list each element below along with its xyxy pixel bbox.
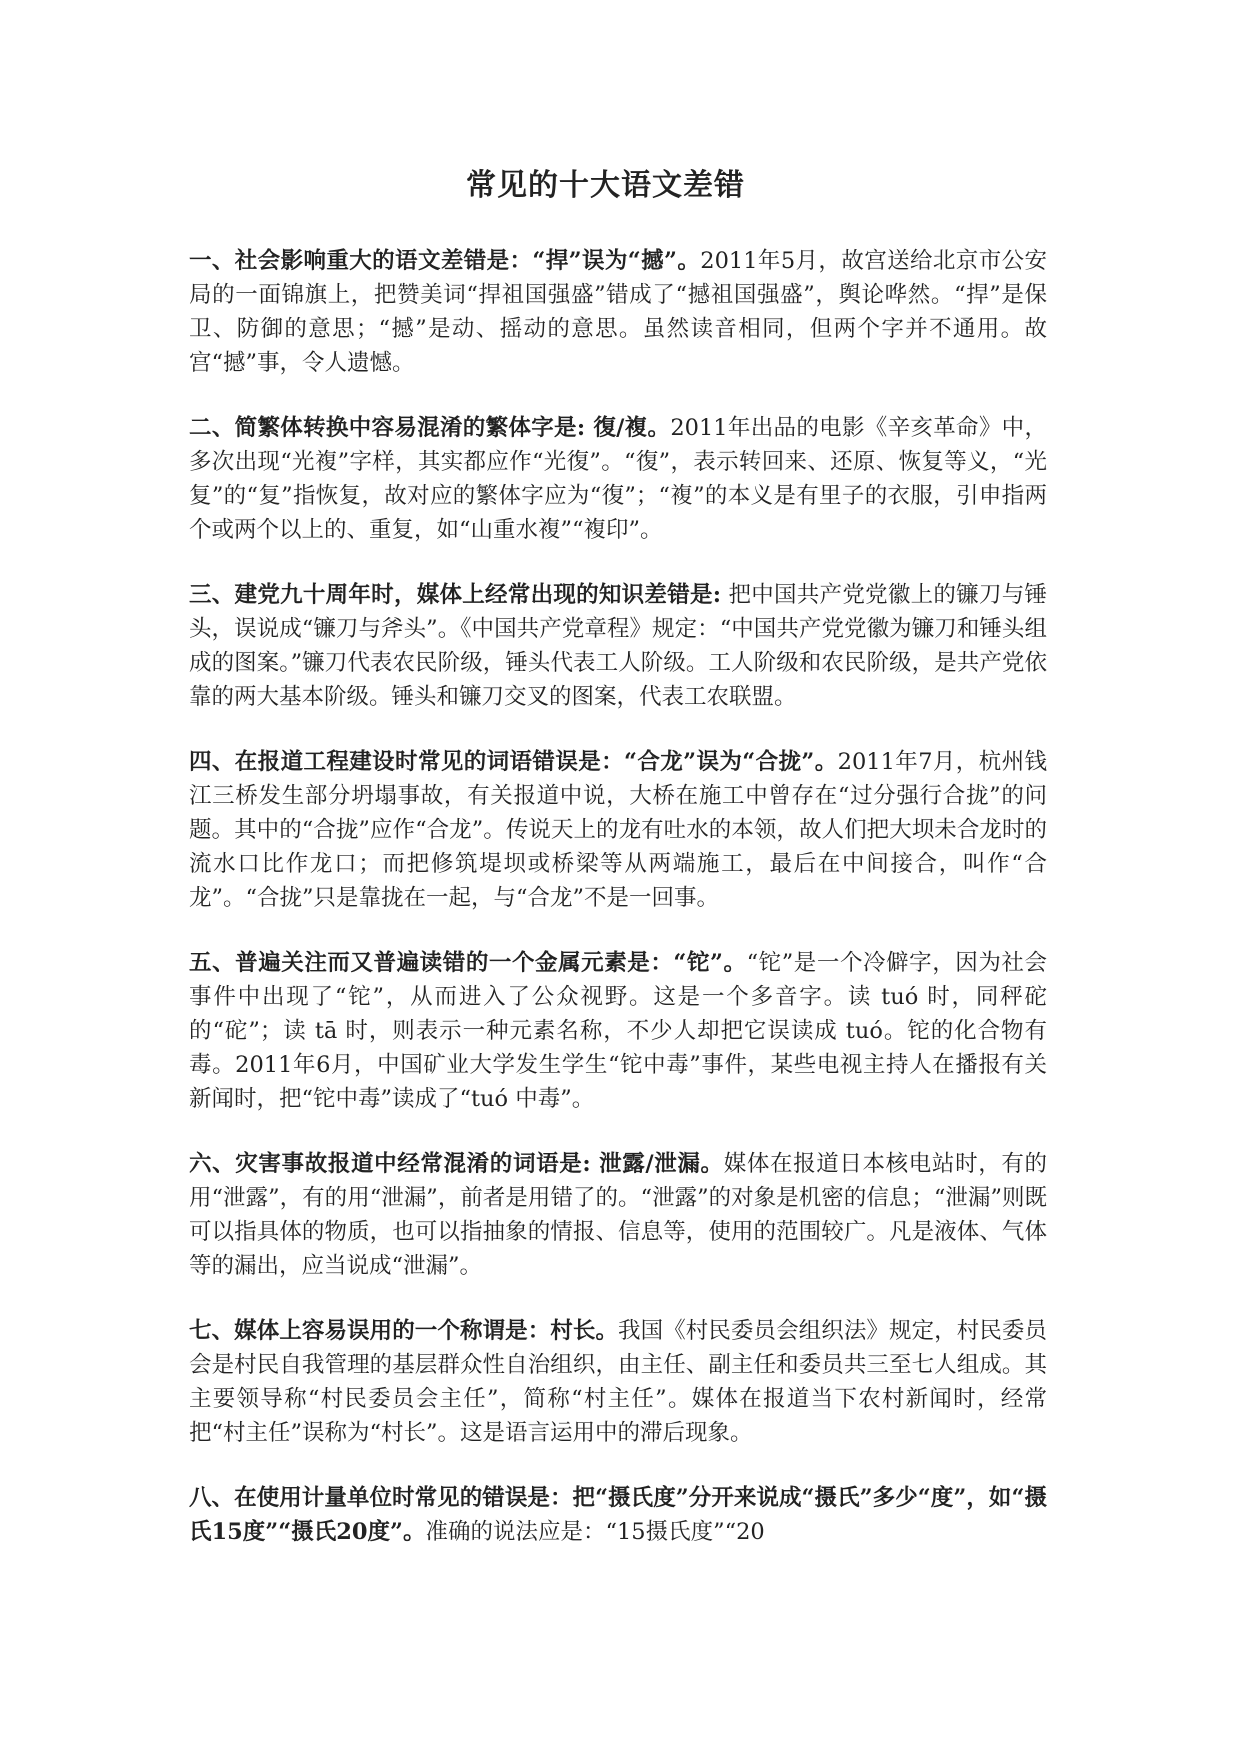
paragraph-text: 2011年7月，杭州钱江三桥发生部分坍塌事故，有关报道中说，大桥在施工中曾存在“过分强行合拢”的问题。其中的“合拢”应作“合龙”。传说天上的龙有吐水的本领，故人们把大坝未合龙时的流水口比作龙口；而把修筑堤坝或桥梁等从两端施工，最后在中间接合，叫作“合龙”。“合拢”只是靠拢在一起，与“合龙”不是一回事。 (189, 749, 1047, 911)
paragraph-8 (189, 1481, 1047, 1549)
paragraph-text: 准确的说法应是：“15摄氏度”“20 (425, 1519, 765, 1545)
paragraph-text: “铊”是一个冷僻字，因为社会事件中出现了“铊”，从而进入了公众视野。这是一个多音字。读 tuó 时，同秤砣的“砣”；读 tā 时，则表示一种元素名称，不少人却把它误读成 tuó。铊的化合物有毒。2011年6月，中国矿业大学发生学生“铊中毒”事件，某些电视主持人在播报有关新闻时，把“铊中毒”读成了“tuó 中毒”。 (189, 950, 1047, 1112)
paragraph-text: 媒体在报道日本核电站时，有的用“泄露”，有的用“泄漏”，前者是用错了的。“泄露”的对象是机密的信息；“泄漏”则既可以指具体的物质，也可以指抽象的情报、信息等，使用的范围较广。凡是液体、气体等的漏出，应当说成“泄漏”。 (189, 1151, 1047, 1279)
paragraph-6 (189, 1147, 1047, 1283)
document-body (189, 244, 1047, 1580)
paragraph-lead: 六、灾害事故报道中经常混淆的词语是: 泄露/泄漏。 (189, 1151, 724, 1177)
paragraph-4 (189, 745, 1047, 915)
paragraph-lead: 一、社会影响重大的语文差错是：“捍”误为“撼”。 (189, 248, 701, 274)
paragraph-3 (189, 578, 1047, 714)
document-title: 常见的十大语文差错 (466, 168, 745, 203)
paragraph-lead: 五、普遍关注而又普遍读错的一个金属元素是：“铊”。 (189, 950, 747, 976)
paragraph-1 (189, 244, 1047, 380)
paragraph-text: 把中国共产党党徽上的镰刀与锤头，误说成“镰刀与斧头”。《中国共产党章程》规定：“中国共产党党徽为镰刀和锤头组成的图案。”镰刀代表农民阶级，锤头代表工人阶级。工人阶级和农民阶级，是共产党依靠的两大基本阶级。锤头和镰刀交叉的图案，代表工农联盟。 (189, 582, 1047, 710)
paragraph-text: 2011年出品的电影《辛亥革命》中，多次出现“光複”字样，其实都应作“光復”。“復”，表示转回来、还原、恢复等义，“光复”的“复”指恢复，故对应的繁体字应为“復”；“複”的本义是有里子的衣服，引申指两个或两个以上的、重复，如“山重水複”“複印”。 (189, 415, 1047, 543)
paragraph-lead: 八、在使用计量单位时常见的错误是：把“摄氏度”分开来说成“摄氏”多少“度”，如“摄氏15度”“摄氏20度”。 (189, 1485, 1047, 1545)
paragraph-text: 2011年5月，故宫送给北京市公安局的一面锦旗上，把赞美词“捍祖国强盛”错成了“撼祖国强盛”，舆论哗然。“捍”是保卫、防御的意思；“撼”是动、摇动的意思。虽然读音相同，但两个字并不通用。故宫“撼”事，令人遗憾。 (189, 248, 1047, 376)
paragraph-lead: 四、在报道工程建设时常见的词语错误是：“合龙”误为“合拢”。 (189, 749, 838, 775)
paragraph-lead: 七、媒体上容易误用的一个称谓是：村长。 (189, 1318, 619, 1344)
paragraph-lead: 三、建党九十周年时，媒体上经常出现的知识差错是: (189, 582, 722, 608)
paragraph-7 (189, 1314, 1047, 1450)
paragraph-2 (189, 411, 1047, 547)
paragraph-text: 我国《村民委员会组织法》规定，村民委员会是村民自我管理的基层群众性自治组织，由主任、副主任和委员共三至七人组成。其主要领导称“村民委员会主任”，简称“村主任”。媒体在报道当下农村新闻时，经常把“村主任”误称为“村长”。这是语言运用中的滞后现象。 (189, 1318, 1047, 1446)
paragraph-5 (189, 946, 1047, 1116)
paragraph-lead: 二、简繁体转换中容易混淆的繁体字是: 復/複。 (189, 415, 671, 441)
